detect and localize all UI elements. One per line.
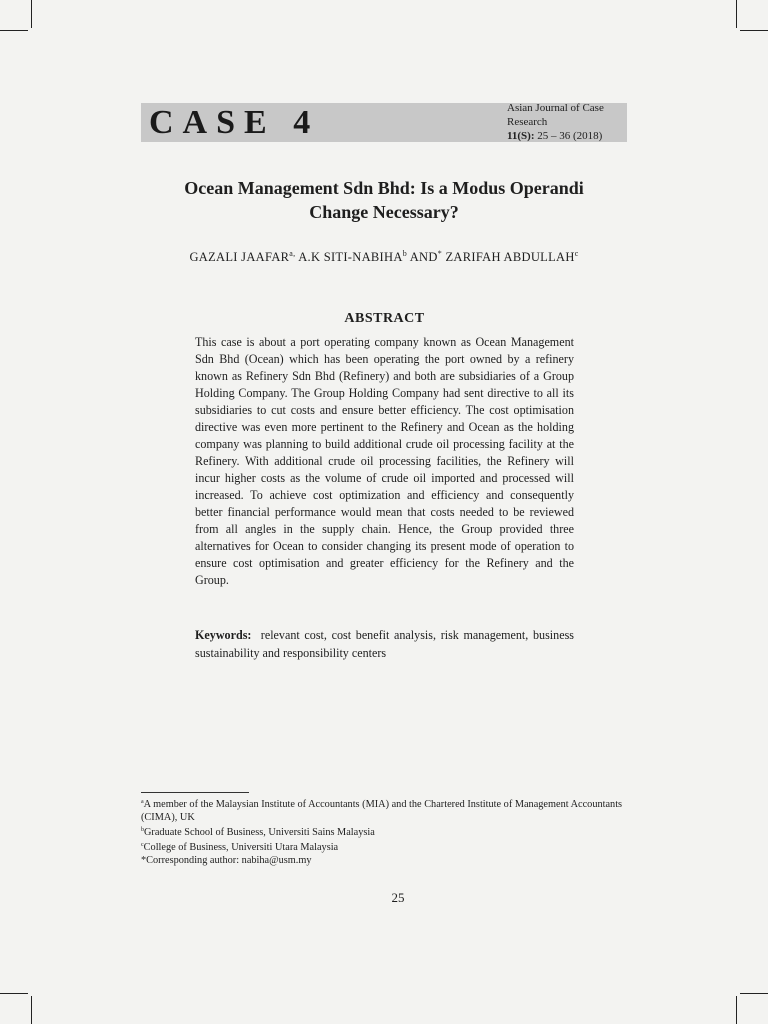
paper-title [120, 176, 648, 224]
footnote-b [141, 824, 641, 839]
footnote-c-mark: c [141, 842, 144, 848]
footnote-a-text: A member of the Malaysian Institute of Accountants (MIA) and the Chartered Institute of Management Accountants (CIMA), UK [141, 799, 623, 823]
crop-mark-top-right-h [740, 30, 768, 31]
footnote-c-text: College of Business, Universiti Utara Malaysia [143, 842, 339, 853]
paper-title-line1: Ocean Management Sdn Bhd: Is a Modus Operandi [184, 178, 584, 198]
abstract-heading: ABSTRACT [344, 311, 425, 326]
crop-mark-bottom-left [31, 996, 32, 1024]
crop-mark-top-right [736, 0, 737, 28]
footnote-corresponding-text: *Corresponding author: nabiha@usm.my [141, 855, 312, 866]
footnote-b-text: Graduate School of Business, Universiti Sains Malaysia [144, 827, 375, 838]
author-1-mark: a, [289, 249, 296, 258]
footnote-a [141, 796, 641, 824]
case-label: CASE 4 [149, 104, 320, 141]
journal-name: Asian Journal of Case Research [507, 102, 604, 128]
journal-info [507, 101, 637, 143]
author-2-mark: b [402, 249, 407, 258]
keywords-text: relevant cost, cost benefit analysis, risk management, business sustainability and responsibility centers [195, 628, 578, 660]
page-number: 25 [391, 890, 405, 905]
crop-mark-bottom-right [736, 996, 737, 1024]
footnote-corresponding [141, 854, 641, 867]
crop-mark-top-left-h [0, 30, 28, 31]
author-list [120, 249, 648, 265]
keywords [195, 626, 578, 662]
crop-mark-bottom-left-h [0, 993, 28, 994]
author-and: AND [407, 250, 438, 264]
paper-title-line2: Change Necessary? [309, 202, 459, 222]
footnote-rule [141, 792, 249, 793]
keywords-label: Keywords: [195, 628, 252, 642]
author-3: ZARIFAH ABDULLAH [442, 250, 575, 264]
author-1: GAZALI JAAFAR [189, 250, 290, 264]
journal-volume: 11(S): [507, 130, 535, 142]
footnote-c [141, 839, 641, 854]
journal-issue [507, 129, 637, 143]
crop-mark-top-left [31, 0, 32, 28]
footnote-a-mark: a [141, 799, 144, 805]
crop-mark-bottom-right-h [740, 993, 768, 994]
abstract-body: This case is about a port operating company known as Ocean Management Sdn Bhd (Ocean) which has been operating the port owned by a refinery known as Refinery Sdn Bhd (Refinery) and both are subsidiaries of a Group Holding Company. The Group Holding Company had sent directive to all its subsidiaries to cut costs and ensure better efficiency. The cost optimisation directive was even more pertinent to the Refinery and Ocean as the holding company was planning to build additional crude oil processing facility at the Refinery. With additional crude oil processing facilities, the Refinery will incur higher costs as the volume of crude oil imported and processed will increased. To achieve cost optimization and efficiency and consequently better financial performance would mean that costs needed to be reviewed from all angles in the supply chain. Hence, the Group provided three alternatives for Ocean to consider changing its present mode of operation to ensure cost optimisation and greater efficiency for the Refinery and the Group. [195, 335, 574, 587]
author-3-mark: c [574, 249, 579, 258]
author-2: A.K SITI-NABIHA [295, 250, 403, 264]
journal-pages-year: 25 – 36 (2018) [537, 130, 603, 142]
footnotes [141, 796, 641, 867]
footnote-b-mark: b [141, 827, 144, 833]
corresponding-mark: * [437, 249, 443, 258]
